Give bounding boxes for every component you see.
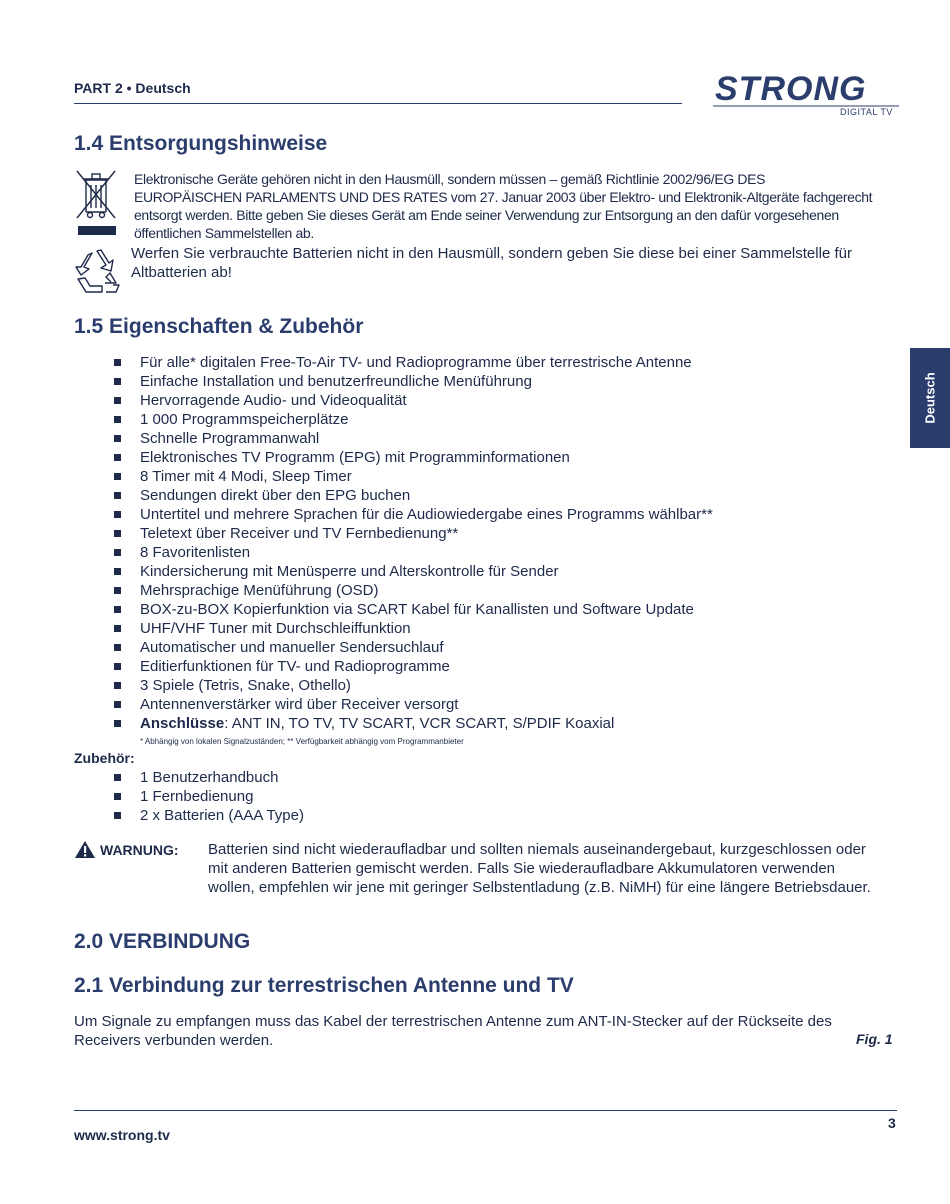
recycle-icon (72, 247, 122, 295)
section-title-2-1: 2.1 Verbindung zur terrestrischen Antenne und TV (74, 974, 574, 997)
section-title-1-5: 1.5 Eigenschaften & Zubehör (74, 315, 364, 338)
list-item: Kindersicherung mit Menüsperre und Alterskontrolle für Sender (112, 562, 713, 581)
list-item: 2 x Batterien (AAA Type) (112, 806, 304, 825)
list-item: Sendungen direkt über den EPG buchen (112, 486, 713, 505)
list-item: Schnelle Programmanwahl (112, 429, 713, 448)
list-item: Mehrsprachige Menüführung (OSD) (112, 581, 713, 600)
list-item: Untertitel und mehrere Sprachen für die Audiowiedergabe eines Programms wählbar** (112, 505, 713, 524)
warning-label: WARNUNG: (100, 841, 179, 858)
accessories-list (112, 768, 304, 825)
list-item: Teletext über Receiver und TV Fernbedienung** (112, 524, 713, 543)
connections-value: : ANT IN, TO TV, TV SCART, VCR SCART, S/PDIF Koaxial (224, 715, 615, 732)
page-number: 3 (888, 1115, 896, 1131)
features-footnote: * Abhängig von lokalen Signalzuständen; ** Verfügbarkeit abhängig vom Programmanbieter (140, 737, 464, 746)
warning-label-group (74, 840, 179, 859)
list-item: 1 000 Programmspeicherplätze (112, 410, 713, 429)
list-item: Einfache Installation und benutzerfreundliche Menüführung (112, 372, 713, 391)
warning-text: Batterien sind nicht wiederaufladbar und sollten niemals auseinandergebaut, kurzgeschlossen oder mit anderen Batterien gemischt werden. Falls Sie wiederaufladbare Akkumulatoren verwenden wollen, empfehlen wir jene mit geringer Selbstentladung (z.B. NiMH) für eine längere Betriebsdauer. (208, 841, 871, 896)
list-item: 8 Timer mit 4 Modi, Sleep Timer (112, 467, 713, 486)
header-part-label: PART 2 • Deutsch (74, 80, 191, 96)
list-item: BOX-zu-BOX Kopierfunktion via SCART Kabel für Kanallisten und Software Update (112, 600, 713, 619)
list-item: Elektronisches TV Programm (EPG) mit Programminformationen (112, 448, 713, 467)
warning-icon (74, 840, 96, 859)
list-item: UHF/VHF Tuner mit Durchschleiffunktion (112, 619, 713, 638)
list-item: 1 Fernbedienung (112, 787, 304, 806)
list-item-connections (112, 714, 713, 733)
list-item: Antennenverstärker wird über Receiver versorgt (112, 695, 713, 714)
footer-url[interactable]: www.strong.tv (74, 1127, 170, 1143)
accessories-label: Zubehör: (74, 750, 135, 766)
footer-rule (74, 1110, 897, 1111)
list-item: Editierfunktionen für TV- und Radioprogramme (112, 657, 713, 676)
list-item: 1 Benutzerhandbuch (112, 768, 304, 787)
logo-tagline: DIGITAL TV (840, 107, 893, 117)
connections-label: Anschlüsse (140, 715, 225, 732)
figure-label: Fig. 1 (856, 1031, 893, 1047)
language-side-tab (910, 348, 950, 448)
list-item: 3 Spiele (Tetris, Snake, Othello) (112, 676, 713, 695)
battery-disposal-text: Werfen Sie verbrauchte Batterien nicht in den Hausmüll, sondern geben Sie diese bei einer Sammelstelle für Altbatterien ab! (131, 245, 852, 281)
section-title-1-4: 1.4 Entsorgungshinweise (74, 132, 328, 155)
logo-text: STRONG (715, 70, 867, 108)
weee-disposal-text: Elektronische Geräte gehören nicht in den Hausmüll, sondern müssen – gemäß Richtlinie 2002/96/EG DES EUROPÄISCHEN PARLAMENTS UND DES RATES vom 27. Januar 2003 über Elektro- und Elektronik-Altgeräte fachgerecht entsorgt werden. Bitte geben Sie dieses Gerät am Ende seiner Verwendung zur Entsorgung an den dafür vorgesehenen öffentlichen Sammelstellen ab. (134, 171, 873, 241)
side-tab-label: Deutsch (922, 372, 938, 424)
list-item: 8 Favoritenlisten (112, 543, 713, 562)
list-item: Hervorragende Audio- und Videoqualität (112, 391, 713, 410)
list-item: Automatischer und manueller Sendersuchlauf (112, 638, 713, 657)
connection-intro-text: Um Signale zu empfangen muss das Kabel der terrestrischen Antenne zum ANT-IN-Stecker auf der Rückseite des Receivers verbunden werden. (74, 1013, 832, 1049)
features-list (112, 353, 713, 733)
header-rule (74, 103, 682, 104)
section-title-2-0: 2.0 VERBINDUNG (74, 930, 251, 953)
list-item: Für alle* digitalen Free-To-Air TV- und Radioprogramme über terrestrische Antenne (112, 353, 713, 372)
weee-bin-icon (74, 168, 120, 236)
